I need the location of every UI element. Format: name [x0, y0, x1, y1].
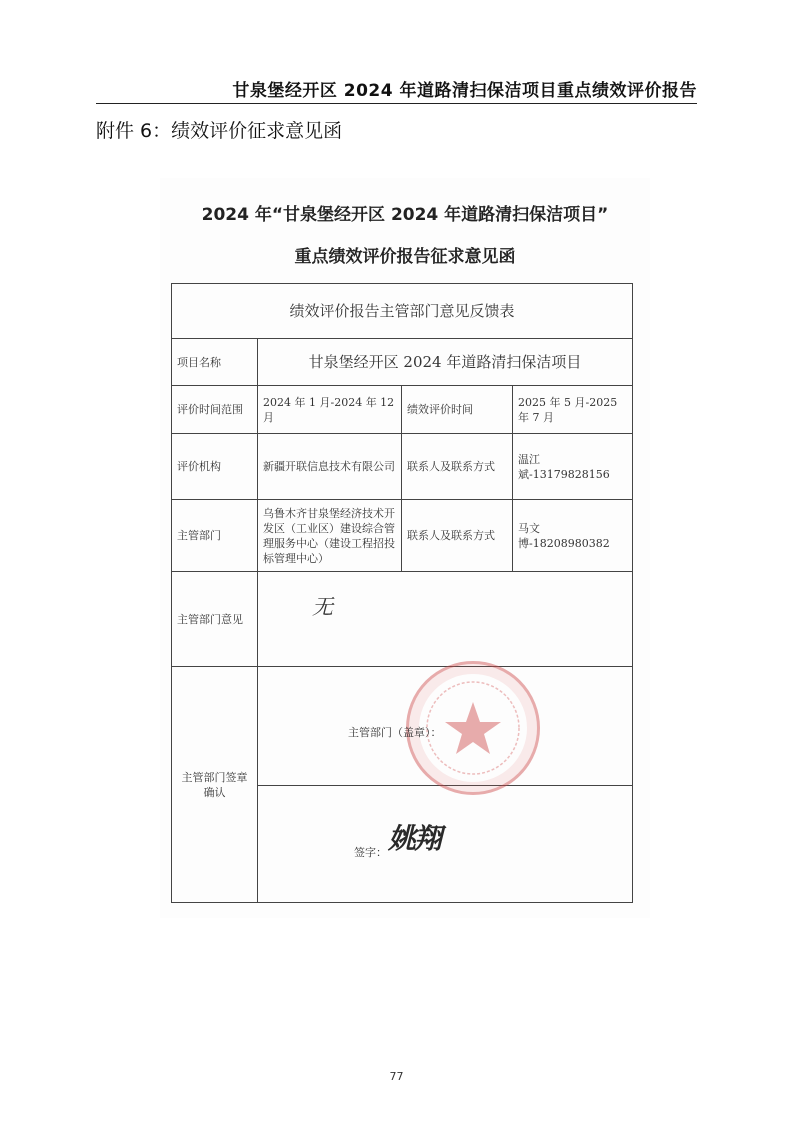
project-name-value: 甘泉堡经开区 2024 年道路清扫保洁项目 [258, 339, 633, 386]
opinion-label: 主管部门意见 [172, 572, 258, 667]
scanned-opinion-letter [160, 178, 650, 918]
seal-label: 主管部门（盖章）： [348, 726, 442, 739]
opinion-handwriting: 无 [312, 595, 333, 619]
eval-period-value: 2024 年 1 月-2024 年 12 月 [258, 386, 402, 434]
confirm-label: 主管部门签章确认 [172, 667, 258, 903]
page-number: 77 [389, 1070, 404, 1083]
form-caption: 绩效评价报告主管部门意见反馈表 [172, 284, 633, 339]
eval-time-value: 2025 年 5 月-2025 年 7 月 [513, 386, 633, 434]
handwritten-signature: 姚翔 [388, 822, 441, 855]
project-name-label: 项目名称 [172, 339, 258, 386]
dept-value: 乌鲁木齐甘泉堡经济技术开发区（工业区）建设综合管理服务中心（建设工程招投标管理中心） [258, 500, 402, 572]
eval-time-label: 绩效评价时间 [402, 386, 513, 434]
dept-contact-value: 马文博-18208980382 [513, 500, 633, 572]
header-divider [96, 103, 697, 104]
eval-period-label: 评价时间范围 [172, 386, 258, 434]
dept-contact-label: 联系人及联系方式 [402, 500, 513, 572]
report-header-title: 甘泉堡经开区 2024 年道路清扫保洁项目重点绩效评价报告 [232, 81, 697, 101]
dept-label: 主管部门 [172, 500, 258, 572]
agency-contact-label: 联系人及联系方式 [402, 434, 513, 500]
agency-value: 新疆开联信息技术有限公司 [258, 434, 402, 500]
attachment-heading: 附件 6：绩效评价征求意见函 [96, 120, 343, 142]
feedback-form-table [171, 283, 633, 903]
letter-title-line2: 重点绩效评价报告征求意见函 [294, 247, 516, 267]
agency-contact-value: 温江斌-13179828156 [513, 434, 633, 500]
agency-label: 评价机构 [172, 434, 258, 500]
sign-label: 签字： [354, 846, 387, 859]
letter-title-line1: 2024 年“甘泉堡经开区 2024 年道路清扫保洁项目” [201, 205, 609, 225]
